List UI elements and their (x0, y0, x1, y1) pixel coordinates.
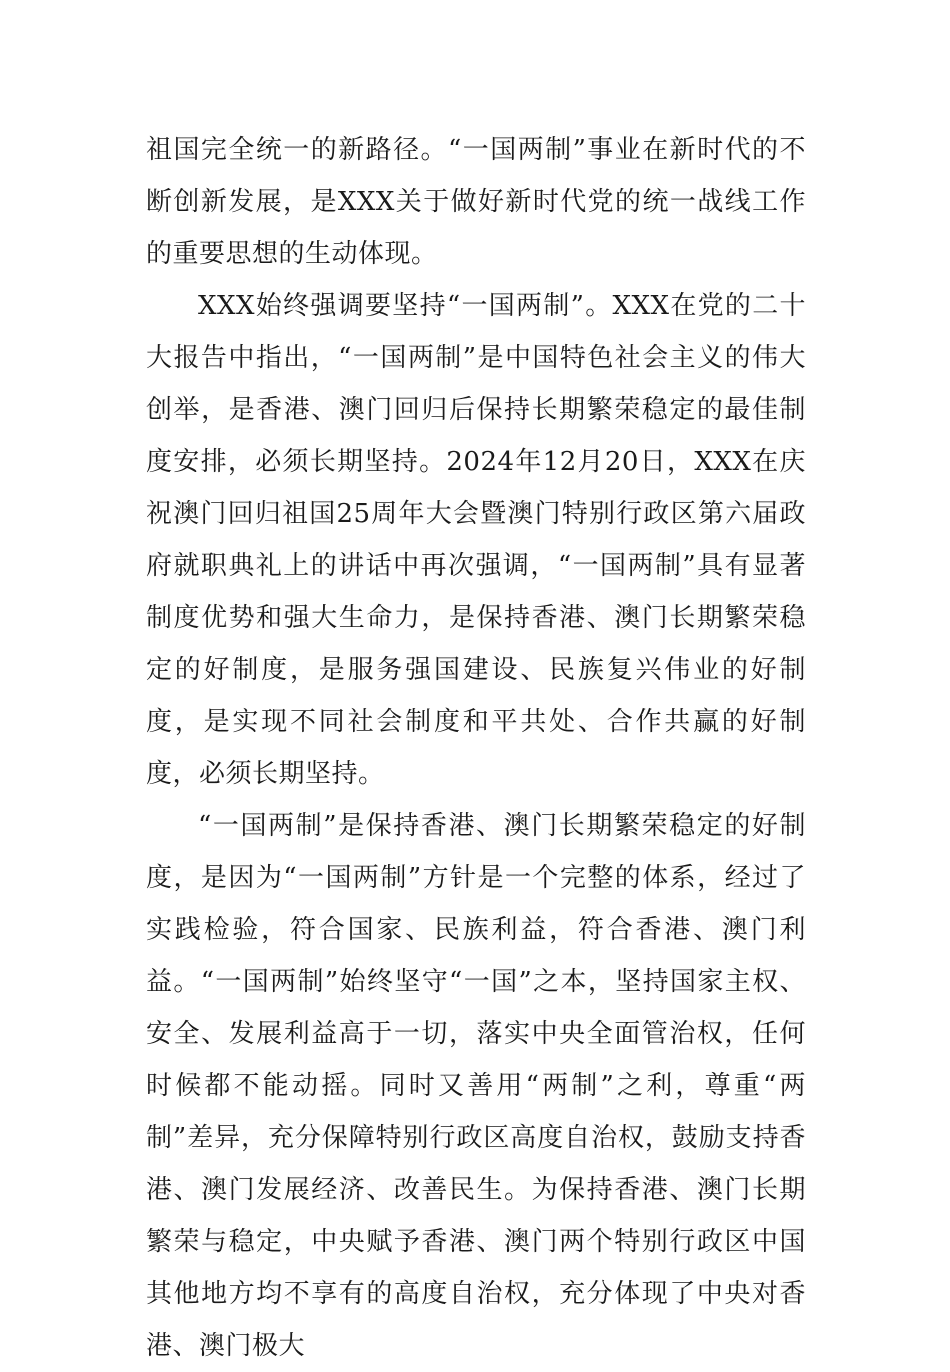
paragraph-continuation: 祖国完全统一的新路径。“一国两制”事业在新时代的不断创新发展，是XXX关于做好新时代党的统一战线工作的重要思想的生动体现。 (146, 135, 806, 269)
paragraph-good-system: “一国两制”是保持香港、澳门长期繁荣稳定的好制度，是因为“一国两制”方针是一个完整的体系，经过了实践检验，符合国家、民族利益，符合香港、澳门利益。“一国两制”始终坚守“一国”之本，坚持国家主权、安全、发展利益高于一切，落实中央全面管治权，任何时候都不能动摇。同时又善用“两制”之利，尊重“两制”差异，充分保障特别行政区高度自治权，鼓励支持香港、澳门发展经济、改善民生。为保持香港、澳门长期繁荣与稳定，中央赋予香港、澳门两个特别行政区中国其他地方均不享有的高度自治权，充分体现了中央对香港、澳门极大 (146, 811, 806, 1361)
document-body (146, 124, 806, 1372)
paragraph-insist-one-country-two-systems: XXX始终强调要坚持“一国两制”。XXX在党的二十大报告中指出，“一国两制”是中国特色社会主义的伟大创举，是香港、澳门回归后保持长期繁荣稳定的最佳制度安排，必须长期坚持。2024年12月20日，XXX在庆祝澳门回归祖国25周年大会暨澳门特别行政区第六届政府就职典礼上的讲话中再次强调，“一国两制”具有显著制度优势和强大生命力，是保持香港、澳门长期繁荣稳定的好制度，是服务强国建设、民族复兴伟业的好制度，是实现不同社会制度和平共处、合作共赢的好制度，必须长期坚持。 (146, 291, 806, 789)
